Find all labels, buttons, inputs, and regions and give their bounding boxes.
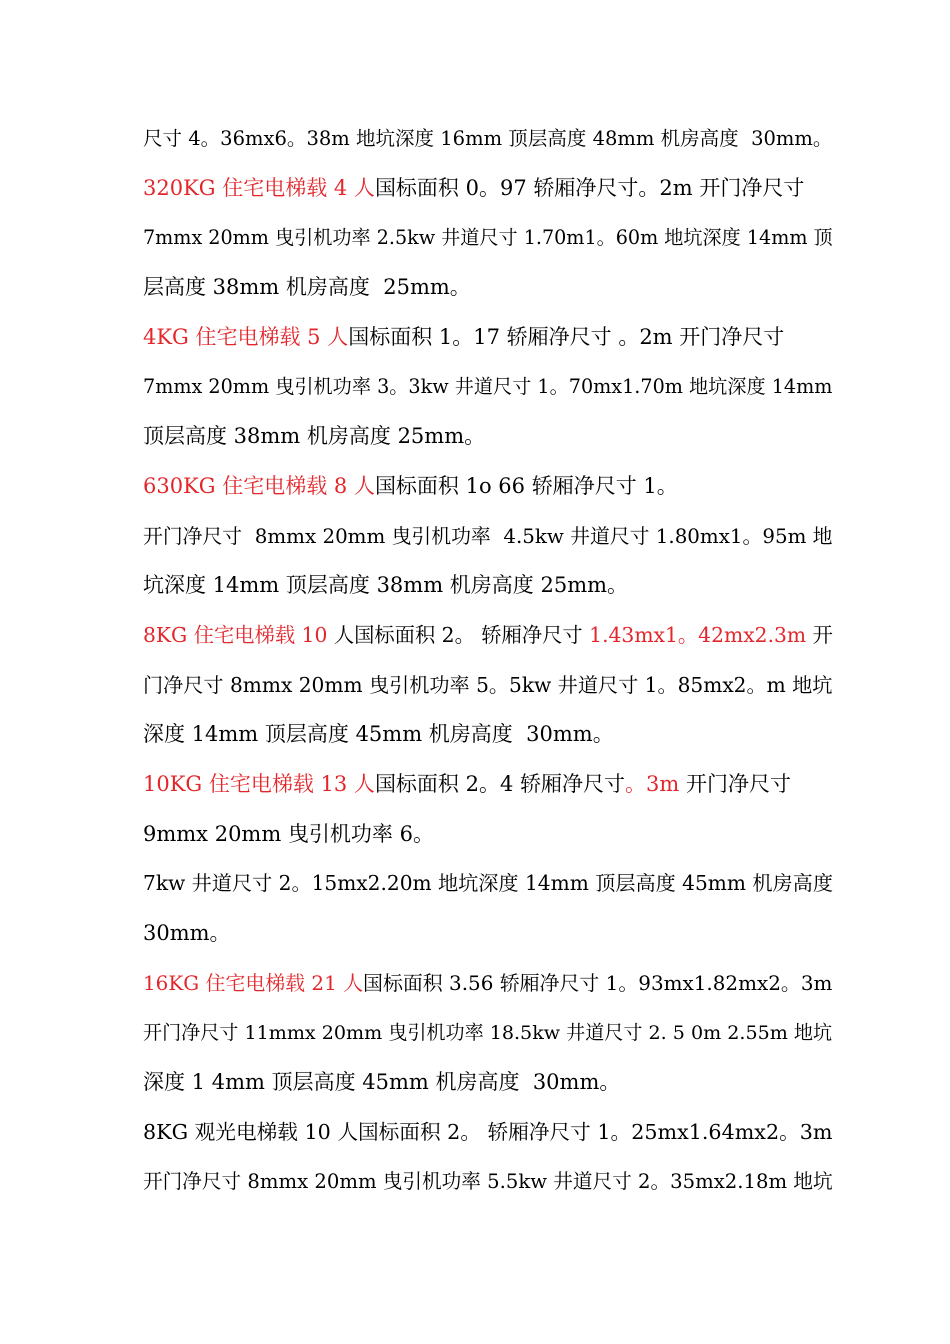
- body-text: 7mmx 20mm 曳引机功率 3。3kw 井道尺寸 1。70mx1.70m 地坑深度 14mm: [143, 375, 833, 399]
- body-text: 30mm。: [143, 921, 231, 945]
- highlighted-text: 4KG 住宅电梯载 5 人: [143, 324, 349, 349]
- body-text: 深度 14mm 顶层高度 45mm 机房高度 30mm。: [143, 722, 614, 747]
- body-text: 7kw 井道尺寸 2。15mx2.20m 地坑深度 14mm 顶层高度 45mm 机房高度: [143, 871, 833, 896]
- text-line: [143, 909, 833, 959]
- body-text: 国标面积 3.56 轿厢净尺寸 1。93mx1.82mx2。3m: [363, 971, 833, 995]
- text-line: [143, 412, 833, 462]
- text-line: [143, 512, 833, 562]
- body-text: 深度 1 4mm 顶层高度 45mm 机房高度 30mm。: [143, 1070, 621, 1095]
- body-text: 开: [806, 622, 833, 647]
- body-text: 国标面积 2。4 轿厢净尺寸: [374, 771, 626, 796]
- text-line: [143, 959, 833, 1009]
- text-line: [143, 114, 833, 164]
- text-line: [143, 810, 833, 860]
- highlighted-text: 1.43mx1。42mx2.3m: [589, 622, 807, 647]
- body-text: 人国标面积 2。 轿厢净尺寸: [327, 622, 590, 647]
- body-text: 国标面积 1o 66 轿厢净尺寸 1。: [374, 473, 678, 498]
- text-line: [143, 710, 833, 760]
- body-text: 层高度 38mm 机房高度 25mm。: [143, 275, 471, 300]
- body-text: 9mmx 20mm 曳引机功率 6。: [143, 821, 434, 846]
- highlighted-text: 。3m: [625, 771, 680, 796]
- body-text: 国标面积 1。17 轿厢净尺寸 。2m 开门净尺寸: [348, 324, 785, 349]
- body-text: 尺寸 4。36mx6。38m 地坑深度 16mm 顶层高度 48mm 机房高度 30mm。: [143, 127, 833, 150]
- body-text: 国标面积 0。97 轿厢净尺寸。2m 开门净尺寸: [374, 175, 805, 200]
- body-text: 开门净尺寸 11mmx 20mm 曳引机功率 18.5kw 井道尺寸 2. 5 0m 2.55m 地坑: [143, 1021, 833, 1045]
- highlighted-text: 630KG 住宅电梯载 8 人: [143, 473, 375, 498]
- text-line: [143, 1008, 833, 1058]
- text-line: [143, 164, 833, 214]
- body-text: 7mmx 20mm 曳引机功率 2.5kw 井道尺寸 1.70m1。60m 地坑深度 14mm 顶: [143, 226, 833, 250]
- highlighted-text: 8KG 住宅电梯载 10: [143, 622, 328, 647]
- text-line: [143, 313, 833, 363]
- highlighted-text: 16KG 住宅电梯载 21 人: [143, 971, 364, 995]
- text-line: [143, 1157, 833, 1207]
- text-line: [143, 1108, 833, 1158]
- body-text: 开门净尺寸 8mmx 20mm 曳引机功率 5.5kw 井道尺寸 2。35mx2.18m 地坑: [143, 1170, 833, 1194]
- text-line: [143, 213, 833, 263]
- text-line: [143, 263, 833, 313]
- text-line: [143, 362, 833, 412]
- highlighted-text: 10KG 住宅电梯载 13 人: [143, 771, 375, 796]
- body-text: 坑深度 14mm 顶层高度 38mm 机房高度 25mm。: [143, 573, 629, 598]
- highlighted-text: 320KG 住宅电梯载 4 人: [143, 175, 375, 200]
- text-line: [143, 760, 833, 810]
- text-line: [143, 1058, 833, 1108]
- text-line: [143, 561, 833, 611]
- body-text: 开门净尺寸: [679, 771, 791, 796]
- body-text: 门净尺寸 8mmx 20mm 曳引机功率 5。5kw 井道尺寸 1。85mx2。m 地坑: [143, 672, 833, 697]
- body-text: 开门净尺寸 8mmx 20mm 曳引机功率 4.5kw 井道尺寸 1.80mx1。95m 地: [143, 524, 833, 548]
- body-text: 顶层高度 38mm 机房高度 25mm。: [143, 424, 486, 449]
- elevator-specs-text: [143, 114, 833, 1207]
- text-line: [143, 462, 833, 512]
- text-line: [143, 859, 833, 909]
- text-line: [143, 661, 833, 711]
- body-text: 8KG 观光电梯载 10 人国标面积 2。 轿厢净尺寸 1。25mx1.64mx2。3m: [143, 1119, 833, 1144]
- text-line: [143, 611, 833, 661]
